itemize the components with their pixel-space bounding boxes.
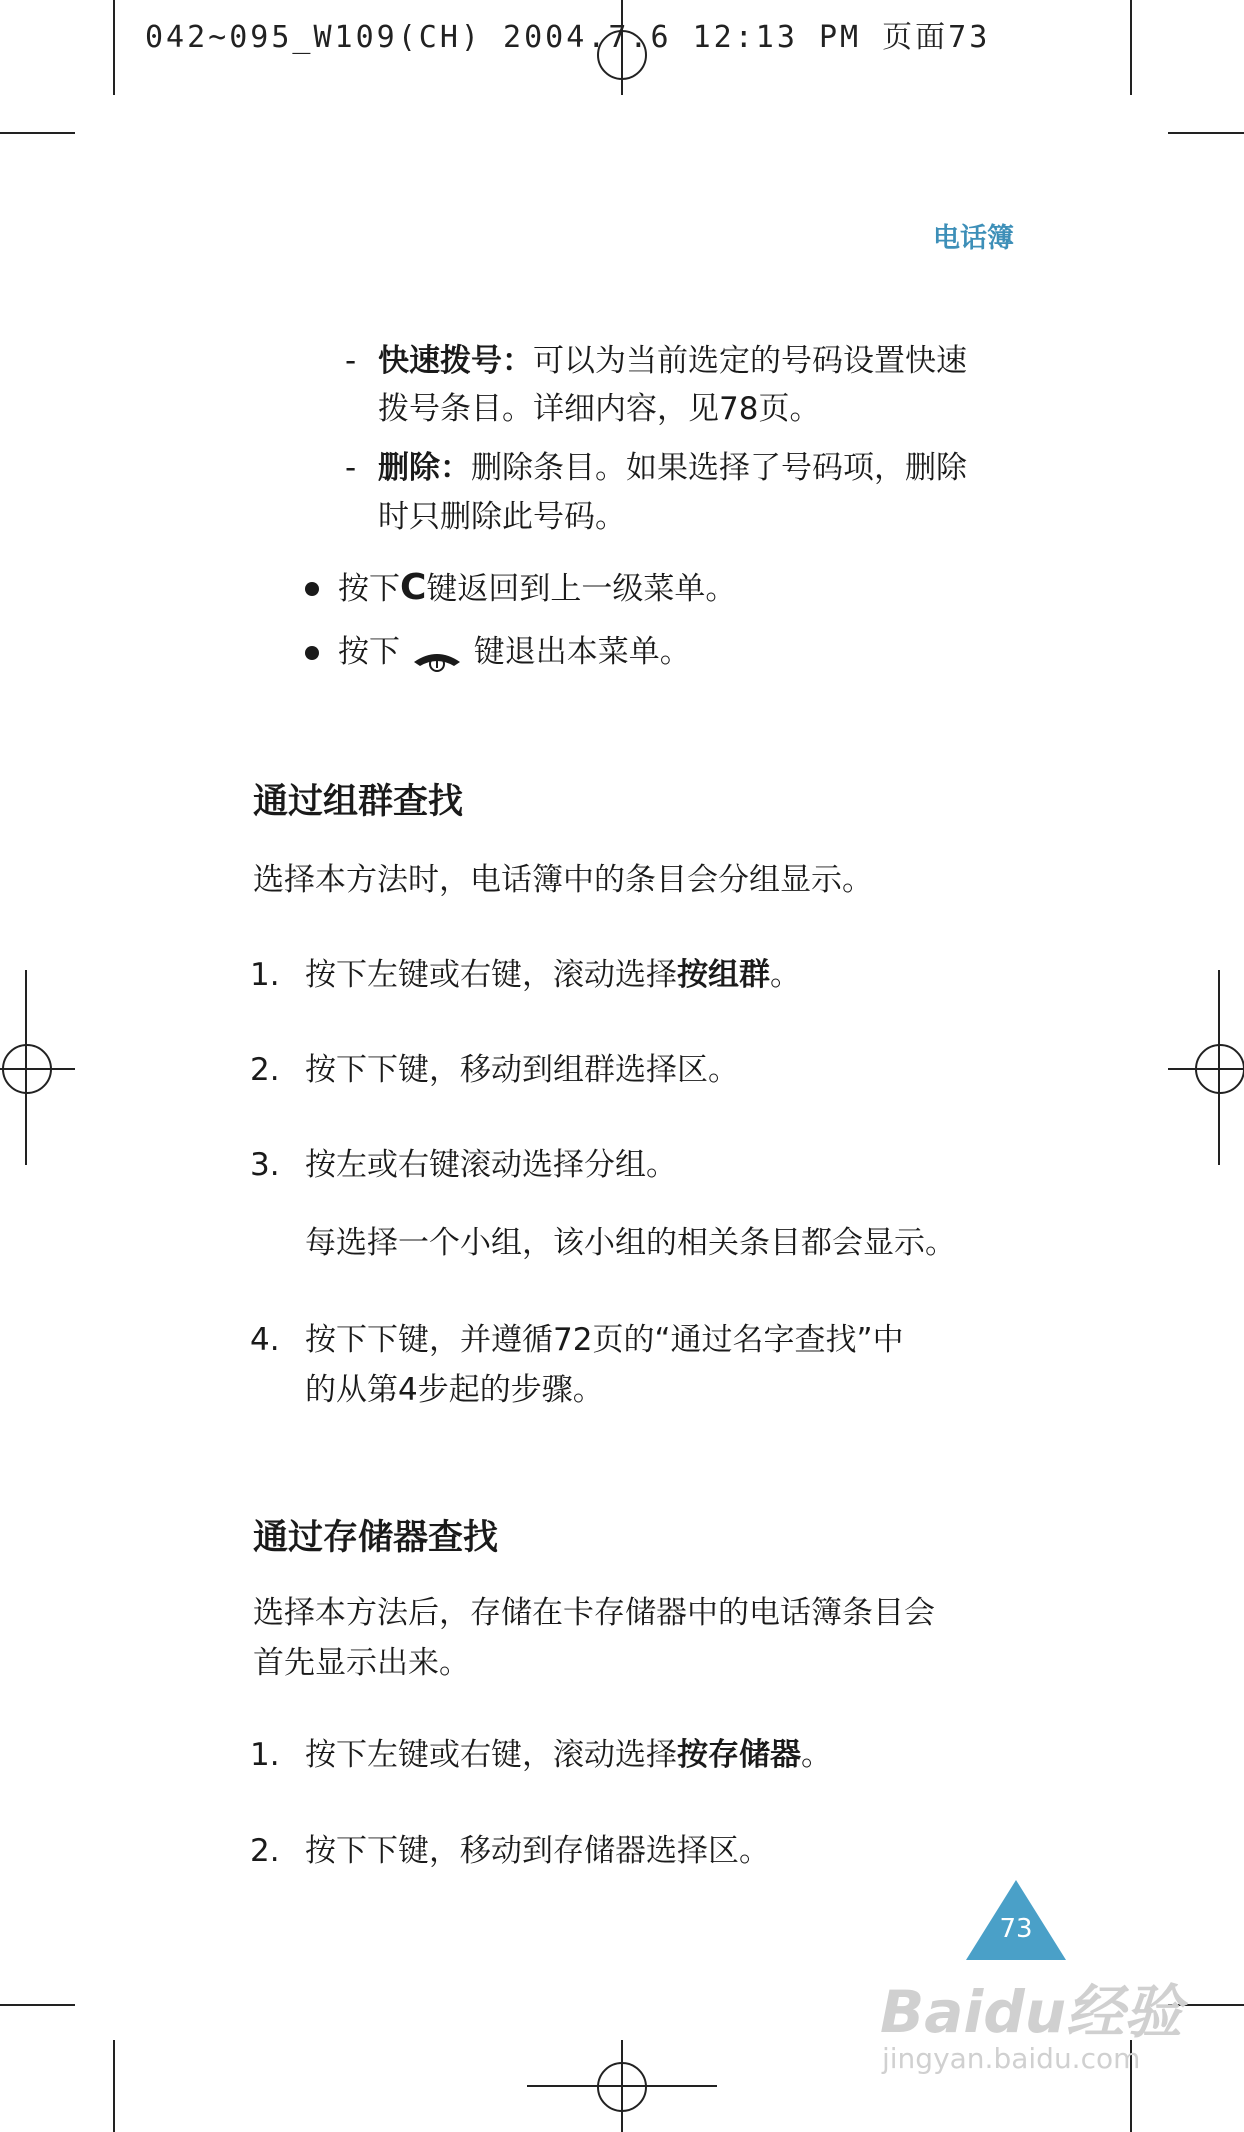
crop-mark: [113, 2040, 115, 2132]
step-text-end: 。: [770, 957, 801, 993]
watermark-logo: [880, 1965, 1182, 2049]
sub-item-cont: 时只删除此号码。: [378, 499, 626, 535]
bullet-item-c-key: [338, 563, 736, 614]
crop-mark: [1168, 132, 1244, 134]
end-call-icon: [410, 639, 464, 669]
step-bold: 按组群: [677, 957, 770, 993]
step-number: 3.: [250, 1147, 280, 1183]
step-cont: 的从第4步起的步骤。: [305, 1372, 604, 1408]
step-number: 1.: [250, 1737, 280, 1773]
section-intro: 选择本方法后，存储在卡存储器中的电话簿条目会: [253, 1595, 935, 1631]
crop-mark: [0, 132, 75, 134]
bullet-dot: [305, 582, 319, 596]
step-number: 2.: [250, 1052, 280, 1088]
step-text: 按下下键，移动到组群选择区。: [305, 1052, 739, 1088]
bullet-dot: [305, 646, 319, 660]
bullet-text: 按下: [338, 634, 400, 670]
bullet-item-end-key: [338, 627, 691, 677]
sub-item-dash: -: [345, 343, 357, 379]
bullet-text: 键退出本菜单。: [473, 634, 691, 670]
crop-mark: [1130, 0, 1132, 95]
bullet-text: 按下: [338, 571, 400, 607]
registration-circle: [1195, 1044, 1244, 1094]
step-text: [305, 1730, 832, 1780]
section-tag: 电话簿: [933, 223, 1014, 254]
c-key-label: C: [400, 567, 427, 608]
section-intro: 选择本方法时，电话簿中的条目会分组显示。: [253, 862, 873, 898]
section-heading: 通过组群查找: [253, 782, 464, 822]
registration-circle: [597, 2062, 647, 2112]
crop-mark: [0, 2004, 75, 2006]
section-heading: 通过存储器查找: [253, 1518, 499, 1558]
print-slug: 042~095_W109(CH) 2004.7.6 12:13 PM 页面73: [145, 20, 991, 55]
step-number: 4.: [250, 1322, 280, 1358]
step-number: 2.: [250, 1833, 280, 1869]
step-text: 按左或右键滚动选择分组。: [305, 1147, 677, 1183]
watermark-url: jingyan.baidu.com: [882, 2042, 1141, 2075]
step-text: 按下下键，移动到存储器选择区。: [305, 1833, 770, 1869]
step-number: 1.: [250, 957, 280, 993]
sub-item-dash: -: [345, 450, 357, 486]
sub-item-text: 可以为当前选定的号码设置快速: [533, 343, 967, 379]
sub-item-label: 快速拨号：: [378, 343, 533, 379]
page-number-badge: [966, 1880, 1066, 1960]
step-note: 每选择一个小组，该小组的相关条目都会显示。: [305, 1225, 956, 1261]
sub-item-speed-dial: [378, 336, 967, 386]
section-intro: 首先显示出来。: [253, 1645, 470, 1681]
sub-item-label: 删除：: [378, 450, 471, 486]
sub-item-cont: 拨号条目。详细内容，见78页。: [378, 391, 821, 427]
sub-item-text: 删除条目。如果选择了号码项，删除: [471, 450, 967, 486]
step-text-end: 。: [801, 1737, 832, 1773]
watermark-brand: Baidu经验: [880, 1978, 1183, 2046]
step-text: 按下下键，并遵循72页的“通过名字查找”中: [305, 1322, 904, 1358]
step-text-part: 按下左键或右键，滚动选择: [305, 1737, 677, 1773]
bullet-text: 键返回到上一级菜单。: [426, 571, 737, 607]
page-number: 73: [999, 1914, 1033, 1944]
step-text: [305, 950, 801, 1000]
step-text-part: 按下左键或右键，滚动选择: [305, 957, 677, 993]
sub-item-delete: [378, 443, 967, 493]
registration-circle: [2, 1044, 52, 1094]
crop-mark: [113, 0, 115, 95]
step-bold: 按存储器: [677, 1737, 801, 1773]
